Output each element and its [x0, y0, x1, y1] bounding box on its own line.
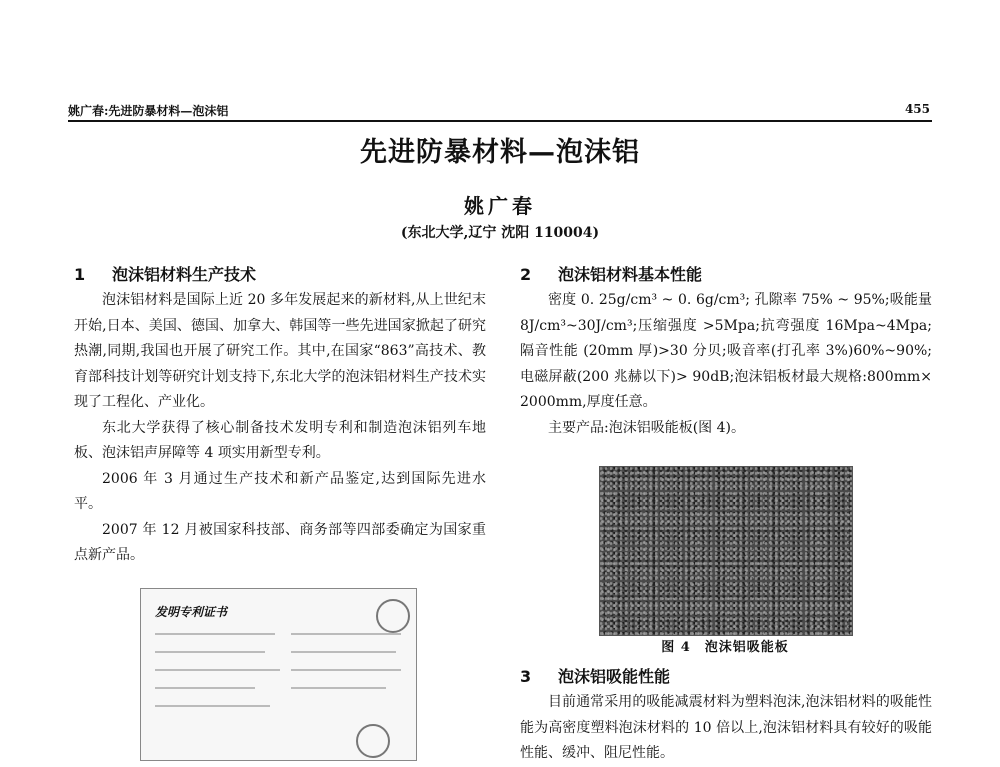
paragraph: 2007 年 12 月被国家科技部、商务部等四部委确定为国家重点新产品。: [74, 521, 486, 563]
author-affiliation: (东北大学,辽宁 沈阳 110004): [400, 225, 600, 241]
section-1-title: 泡沫铝材料生产技术: [112, 265, 257, 284]
section-3-number: 3: [520, 667, 532, 686]
section-3-heading: [520, 664, 670, 687]
figure-4-caption: 图 4 泡沫铝吸能板: [661, 640, 789, 655]
paragraph: 2006 年 3 月通过生产技术和新产品鉴定,达到国际先进水平。: [74, 470, 486, 512]
paragraph: 密度 0. 25g/cm³ ~ 0. 6g/cm³; 孔隙率 75% ~ 95%;吸能量 8J/cm³~30J/cm³;压缩强度 >5Mpa;抗弯强度 16Mpa~4Mpa;隔音性能 (20mm 厚)>30 分贝;吸音率(打孔率 3%)60%~90%;电磁屏蔽(200 兆赫以下)> 90dB;泡沫铝板材最大规格:800mm× 2000mm,厚度任意。: [520, 292, 932, 410]
certificate-text-line: [155, 633, 275, 635]
running-header: [68, 100, 930, 118]
certificate-text-line: [291, 687, 386, 689]
section-2-title: 泡沫铝材料基本性能: [558, 265, 703, 284]
section-1-heading: [74, 262, 256, 285]
paper-title: 先进防暴材料—泡沫铝: [360, 137, 640, 168]
section-1-body: [74, 288, 486, 569]
section-2-heading: [520, 262, 702, 285]
paragraph: 东北大学获得了核心制备技术发明专利和制造泡沫铝列车地板、泡沫铝声屏障等 4 项实用新型专利。: [74, 419, 486, 461]
certificate-text-line: [291, 669, 401, 671]
certificate-text-line: [155, 651, 265, 653]
section-3-title: 泡沫铝吸能性能: [558, 667, 671, 686]
certificate-text-line: [291, 651, 396, 653]
certificate-seal-icon: [356, 724, 390, 758]
certificate-text-line: [155, 669, 280, 671]
certificate-text-line: [155, 687, 255, 689]
certificate-text-line: [155, 705, 270, 707]
section-3-body: [520, 690, 932, 767]
section-2-number: 2: [520, 265, 532, 284]
running-title: 姚广春:先进防暴材料—泡沫铝: [68, 104, 229, 118]
header-rule: [68, 120, 932, 122]
certificate-text-line: [291, 633, 401, 635]
page-number: 455: [904, 102, 930, 116]
certificate-seal-icon: [376, 599, 410, 633]
paragraph: 目前通常采用的吸能减震材料为塑料泡沫,泡沫铝材料的吸能性能为高密度塑料泡沫材料的 10 倍以上,泡沫铝材料具有较好的吸能性能、缓冲、阻尼性能。: [520, 694, 932, 761]
author-name: 姚广春: [464, 194, 536, 218]
section-1-number: 1: [74, 265, 86, 284]
foam-aluminum-panel-image: [599, 466, 853, 636]
paragraph: 泡沫铝材料是国际上近 20 多年发展起来的新材料,从上世纪末开始,日本、美国、德国、加拿大、韩国等一些先进国家掀起了研究热潮,同期,我国也开展了研究工作。其中,在国家“863”高技术、教育部科技计划等研究计划支持下,东北大学的泡沫铝材料生产技术实现了工程化、产业化。: [74, 292, 486, 410]
patent-certificate-image: [140, 588, 417, 761]
section-2-body: [520, 288, 932, 441]
paragraph: 主要产品:泡沫铝吸能板(图 4)。: [548, 419, 745, 436]
certificate-title: 发明专利证书: [155, 605, 228, 619]
